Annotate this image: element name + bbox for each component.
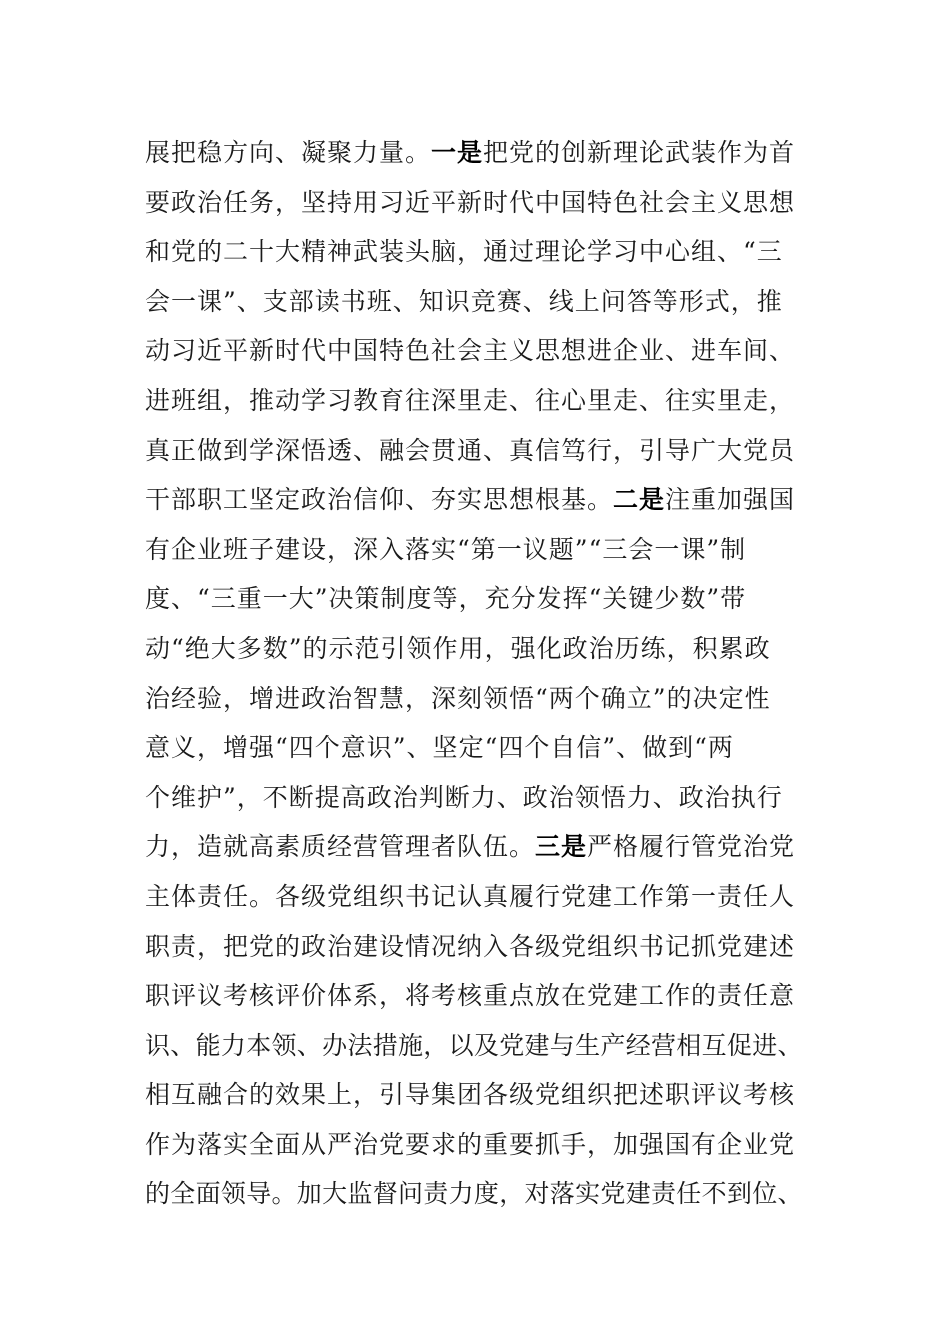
text-line: 职评议考核评价体系，将考核重点放在党建工作的责任意: [145, 981, 796, 1011]
text-line: 动“绝大多数”的示范引领作用，强化政治历练，积累政: [145, 633, 771, 663]
text-line: 的全面领导。加大监督问责力度，对落实党建责任不到位、: [145, 1179, 803, 1209]
text-line: 主体责任。各级党组织书记认真履行党建工作第一责任人: [145, 881, 796, 911]
text-line: 要政治任务，坚持用习近平新时代中国特色社会主义思想: [145, 187, 796, 217]
text-line: 进班组，推动学习教育往深里走、往心里走、往实里走，: [145, 385, 796, 415]
text-line: 动习近平新时代中国特色社会主义思想进企业、进车间、: [145, 336, 796, 366]
text-line: 识、能力本领、办法措施，以及党建与生产经营相互促进、: [145, 1030, 803, 1060]
text-line: 度、“三重一大”决策制度等，充分发挥“关键少数”带: [145, 584, 747, 614]
text-line: 作为落实全面从严治党要求的重要抓手，加强国有企业党: [145, 1129, 796, 1159]
bold-marker-er-shi: 二是: [613, 485, 666, 515]
bold-marker-yi-shi: 一是: [431, 138, 484, 167]
text-line: 意义，增强“四个意识”、坚定“四个自信”、做到“两: [145, 733, 734, 763]
text-line: 力，造就高素质经营管理者队伍。三是严格履行管党治党: [145, 832, 796, 862]
text-line: 相互融合的效果上，引导集团各级党组织把述职评议考核: [145, 1080, 796, 1110]
body-paragraph: [145, 128, 815, 1219]
text-line: 有企业班子建设，深入落实“第一议题”“三会一课”制: [145, 534, 747, 564]
text-line: 和党的二十大精神武装头脑，通过理论学习中心组、“三: [145, 237, 783, 267]
text-line: 干部职工坚定政治信仰、夯实思想根基。二是注重加强国: [145, 485, 796, 515]
text-line: 职责，把党的政治建设情况纳入各级党组织书记抓党建述: [145, 931, 796, 961]
text-line: 会一课”、支部读书班、知识竞赛、线上问答等形式，推: [145, 286, 783, 316]
text-line: 治经验，增进政治智慧，深刻领悟“两个确立”的决定性: [145, 683, 771, 713]
text-line: 真正做到学深悟透、融会贯通、真信笃行，引导广大党员: [145, 435, 796, 465]
text-line: 展把稳方向、凝聚力量。一是把党的创新理论武装作为首: [145, 138, 796, 167]
text-line: 个维护”，不断提高政治判断力、政治领悟力、政治执行: [145, 782, 783, 812]
bold-marker-san-shi: 三是: [535, 832, 588, 862]
